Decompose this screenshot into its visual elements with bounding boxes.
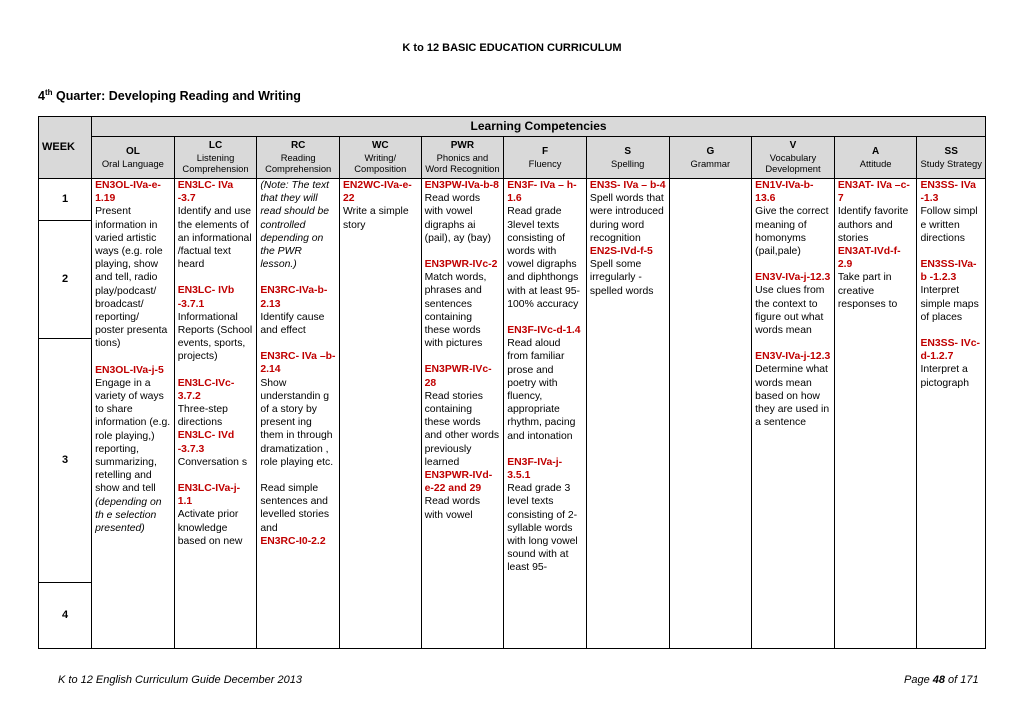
competency-text: Present information in varied artistic ways (e.g. role playing, show and tell, radio play/podcast/ broadcast/ reporting/ poster presenta tions) bbox=[95, 206, 168, 350]
pwr-cell bbox=[421, 179, 504, 649]
lc-cell bbox=[174, 179, 257, 649]
week-header: WEEK bbox=[39, 117, 92, 179]
competency-code: EN3S- IVa – b-4 bbox=[589, 180, 666, 191]
column-header-pwr bbox=[421, 137, 504, 179]
column-header-g bbox=[669, 137, 752, 179]
column-header-f bbox=[504, 137, 587, 179]
column-code: V bbox=[789, 140, 797, 152]
competency-text: Identify favorite authors and stories bbox=[837, 206, 909, 244]
competency-text: Read grade 3 level texts consisting of 2-syllable words with long vowel sound with at least 95- bbox=[507, 483, 578, 574]
competency-code: EN3RC-I0-2.2 bbox=[260, 535, 326, 547]
page-total: of 171 bbox=[945, 674, 979, 686]
spacer bbox=[260, 337, 336, 350]
column-name: Writing/ Composition bbox=[354, 151, 407, 175]
competency-code: EN3RC-IVa-b-2.13 bbox=[260, 285, 328, 310]
document-title: K to 12 BASIC EDUCATION CURRICULUM bbox=[402, 42, 622, 54]
column-code: PWR bbox=[450, 140, 475, 152]
quarter-number: 4 bbox=[38, 89, 45, 104]
competency-text: Take part in creative responses to bbox=[837, 272, 898, 310]
competency-text: Identify and use the elements of an informational /factual text heard bbox=[177, 206, 252, 271]
f-cell bbox=[504, 179, 587, 649]
week-cell: 3 bbox=[39, 339, 92, 583]
competency-text: Show understandin g of a story by present ing them in through dramatization , role playing etc. bbox=[260, 377, 334, 468]
column-name: Spelling bbox=[611, 157, 645, 169]
competency-code: EN3OL-IVa-j-5 bbox=[95, 364, 164, 376]
learning-competencies-header: Learning Competencies bbox=[92, 117, 986, 137]
column-header-v bbox=[752, 137, 835, 179]
competency-text: Read words with vowel bbox=[424, 496, 481, 521]
competency-code: EN3OL-IVa-e-1.19 bbox=[95, 180, 161, 205]
column-name: Fluency bbox=[528, 157, 562, 169]
competency-text: Interpret simple maps of places bbox=[920, 285, 979, 323]
competency-text: Read aloud from familiar prose and poetry with fluency, appropriate rhythm, pacing and intonation bbox=[507, 338, 576, 442]
column-code: LC bbox=[208, 140, 223, 152]
spacer bbox=[425, 350, 501, 363]
column-code: SS bbox=[944, 146, 958, 157]
week-cell: 2 bbox=[39, 221, 92, 339]
spacer bbox=[755, 258, 831, 271]
rc-cell bbox=[257, 179, 340, 649]
column-name: Phonics and Word Recognition bbox=[425, 151, 500, 175]
competency-code: EN3SS- IVc-d-1.2.7 bbox=[920, 338, 980, 363]
ss-cell bbox=[917, 179, 986, 649]
competency-code: EN3LC- IVa -3.7 bbox=[177, 180, 234, 205]
page-current: 48 bbox=[932, 674, 945, 686]
column-code: WC bbox=[371, 140, 389, 152]
column-code: S bbox=[624, 146, 632, 157]
spacer bbox=[507, 311, 583, 324]
column-header-row bbox=[39, 137, 986, 179]
column-header-a bbox=[834, 137, 917, 179]
competency-text: Spell some irregularly - spelled words bbox=[589, 259, 654, 297]
column-header-ol bbox=[92, 137, 175, 179]
footer-page-number bbox=[904, 674, 979, 686]
column-name: Vocabulary Development bbox=[765, 151, 821, 175]
spacer bbox=[260, 271, 336, 284]
competency-text: Follow simpl e written directions bbox=[920, 206, 978, 244]
column-name: Listening Comprehension bbox=[182, 151, 249, 175]
spacer bbox=[507, 443, 583, 456]
competency-text: (Note: The text that they will read should be controlled depending on the PWR lesson.) bbox=[260, 180, 330, 271]
competency-text: Identify cause and effect bbox=[260, 311, 325, 337]
competency-code: EN3LC-IVc-3.7.2 bbox=[177, 377, 235, 402]
column-header-wc bbox=[339, 137, 421, 179]
competency-text: Write a simple story bbox=[342, 206, 409, 231]
quarter-ordinal-suffix: th bbox=[44, 88, 53, 97]
column-name: Reading Comprehension bbox=[265, 151, 332, 175]
column-name: Oral Language bbox=[101, 157, 164, 169]
spacer bbox=[178, 469, 254, 482]
competency-text: Interpret a pictograph bbox=[920, 364, 969, 389]
competency-text: Determine what words mean based on how they are used in a sentence bbox=[755, 364, 830, 429]
competency-code: EN1V-IVa-b-13.6 bbox=[755, 180, 814, 205]
spacer bbox=[755, 337, 831, 350]
s-cell bbox=[586, 179, 669, 649]
competency-text: Spell words that were introduced during word recognition bbox=[589, 193, 664, 244]
competency-text: Match words, phrases and sentences containing these words with pictures bbox=[424, 272, 487, 350]
column-name: Attitude bbox=[859, 157, 892, 169]
spacer bbox=[260, 469, 336, 482]
spacer bbox=[920, 245, 982, 258]
column-header-rc bbox=[257, 137, 340, 179]
competency-text: Read grade 3level texts consisting of words with vowel digraphs and diphthongs with at least 95-100% accuracy bbox=[507, 206, 581, 310]
week-cell: 4 bbox=[39, 583, 92, 649]
g-cell bbox=[669, 179, 752, 649]
column-header-ss bbox=[917, 137, 986, 179]
ol-cell bbox=[92, 179, 175, 649]
competency-text: (depending on th e selection presented) bbox=[95, 496, 162, 535]
column-code: G bbox=[706, 146, 715, 157]
column-code: A bbox=[872, 146, 880, 157]
v-cell bbox=[752, 179, 835, 649]
competency-code: EN3PWR-IVc-2 bbox=[424, 259, 498, 271]
spacer bbox=[920, 324, 982, 337]
competency-code: EN3PWR-IVd-e-22 and 29 bbox=[424, 470, 493, 495]
competency-text: Conversation s bbox=[177, 456, 248, 468]
competency-text: Activate prior knowledge based on new bbox=[177, 509, 243, 547]
competency-text: Read words with vowel digraphs ai (pail), ay (bay) bbox=[424, 193, 492, 244]
spacer bbox=[178, 271, 254, 284]
competency-code: EN3PW-IVa-b-8 bbox=[424, 180, 499, 191]
quarter-title: Quarter: Developing Reading and Writing bbox=[52, 89, 301, 104]
competency-code: EN3PWR-IVc-28 bbox=[424, 364, 492, 389]
column-code: RC bbox=[290, 140, 306, 152]
column-name: Study Strategy bbox=[920, 157, 982, 169]
column-code: F bbox=[542, 146, 549, 157]
competency-text: Give the correct meaning of homonyms (pail,pale) bbox=[755, 206, 829, 258]
competency-code: EN3SS-IVa-b -1.2.3 bbox=[920, 259, 977, 284]
competency-code: EN3AT-IVd-f- 2.9 bbox=[837, 246, 901, 271]
competency-code: EN3V-IVa-j-12.3 bbox=[755, 272, 831, 284]
competency-code: EN3F- IVa – h-1.6 bbox=[507, 180, 577, 205]
competency-text: Read simple sentences and levelled stories and bbox=[260, 483, 330, 534]
competency-text: Engage in a variety of ways to share information (e.g. role playing,) reporting, summarizing, retelling and show and tell bbox=[95, 377, 171, 495]
competency-code: EN3LC- IVb -3.7.1 bbox=[177, 285, 235, 310]
column-name: Grammar bbox=[690, 157, 731, 169]
column-header-lc bbox=[174, 137, 257, 179]
competency-code: EN3F-IVa-j-3.5.1 bbox=[507, 456, 563, 482]
curriculum-table bbox=[38, 116, 986, 649]
competency-code: EN3V-IVa-j-12.3 bbox=[755, 351, 831, 363]
competency-code: EN3AT- IVa –c-7 bbox=[837, 180, 910, 205]
page-prefix: Page bbox=[904, 674, 933, 686]
competency-text: Informational Reports (School events, sports, projects) bbox=[177, 311, 253, 363]
competency-code: EN2WC-IVa-e-22 bbox=[342, 180, 412, 205]
column-code: OL bbox=[125, 146, 140, 157]
week-cell: 1 bbox=[39, 179, 92, 221]
a-cell bbox=[834, 179, 917, 649]
column-header-s bbox=[586, 137, 669, 179]
competency-code: EN3SS- IVa -1.3 bbox=[920, 180, 976, 205]
competency-code: EN3LC- IVd -3.7.3 bbox=[177, 430, 235, 455]
wc-cell bbox=[339, 179, 421, 649]
competency-code: EN2S-IVd-f-5 bbox=[589, 246, 653, 258]
spacer bbox=[425, 245, 501, 258]
competency-text: Use clues from the context to figure out what words mean bbox=[755, 285, 825, 337]
spacer bbox=[95, 351, 171, 364]
competency-code: EN3F-IVc-d-1.4 bbox=[507, 325, 581, 337]
competency-code: EN3LC-IVa-j-1.1 bbox=[177, 483, 241, 508]
competency-code: EN3RC- IVa –b-2.14 bbox=[260, 351, 336, 376]
competency-text: Read stories containing these words and other words previously learned bbox=[424, 390, 500, 468]
spacer bbox=[178, 364, 254, 377]
competency-text: Three-step directions bbox=[177, 404, 228, 429]
footer-guide-title: K to 12 English Curriculum Guide December 2013 bbox=[58, 674, 302, 686]
quarter-heading bbox=[38, 88, 301, 103]
